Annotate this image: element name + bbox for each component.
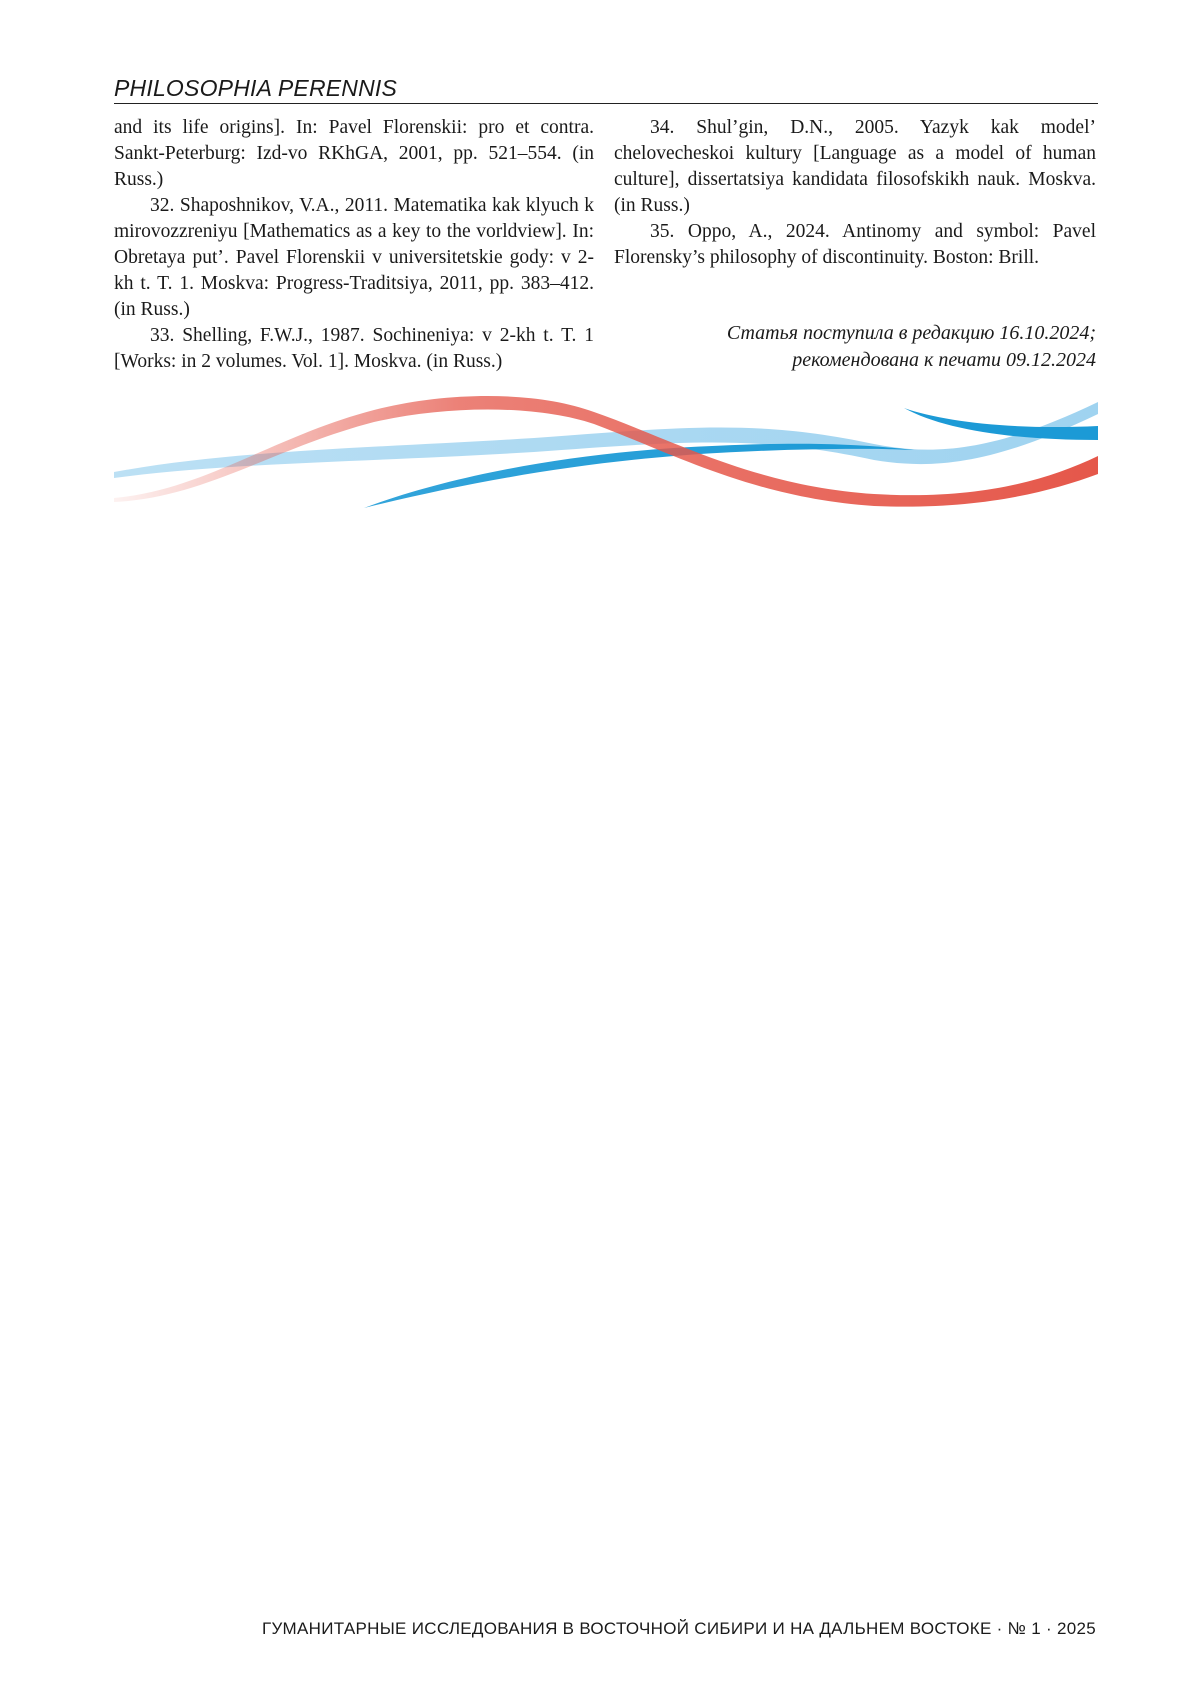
article-dates [616, 320, 1096, 374]
journal-footer: ГУМАНИТАРНЫЕ ИССЛЕДОВАНИЯ В ВОСТОЧНОЙ СИБИРИ И НА ДАЛЬНЕМ ВОСТОКЕ · № 1 · 2025 [261, 1619, 1096, 1638]
references-right-column [614, 115, 1096, 271]
reference-item-35: 35. Oppo, A., 2024. Antinomy and symbol: Pavel Florensky’s philosophy of discontinuity. Boston: Brill. [614, 221, 1096, 268]
reference-item-34: 34. Shul’gin, D.N., 2005. Yazyk kak model’ chelovecheskoi kultury [Language as a model of human culture], dissertatsiya kandidata filosofskikh nauk. Moskva. (in Russ.) [614, 117, 1096, 216]
reference-item-33: 33. Shelling, F.W.J., 1987. Sochineniya: v 2-kh t. T. 1 [Works: in 2 volumes. Vol. 1]. Moskva. (in Russ.) [114, 325, 594, 372]
received-date: Статья поступила в редакцию 16.10.2024; [726, 322, 1096, 344]
reference-item-32: 32. Shaposhnikov, V.A., 2011. Matematika kak klyuch k mirovozzreniyu [Mathematics as a key to the vorldview]. In: Obretaya put’. Pavel Florenskii v universitetskie gody: v 2-kh t. T. 1. Moskva: Progress-Traditsiya, 2011, pp. 383–412. (in Russ.) [114, 195, 594, 320]
references-left-column [114, 115, 594, 375]
reference-continued: and its life origins]. In: Pavel Florenskii: pro et contra. Sankt-Peterburg: Izd-vo RKhGA, 2001, pp. 521–554. (in Russ.) [114, 117, 594, 190]
running-title: PHILOSOPHIA PERENNIS [114, 74, 1098, 104]
wave-light-blue-ribbon [114, 402, 1098, 478]
accepted-date: рекомендована к печати 09.12.2024 [792, 349, 1096, 371]
decorative-wave-ornament [114, 390, 1098, 510]
